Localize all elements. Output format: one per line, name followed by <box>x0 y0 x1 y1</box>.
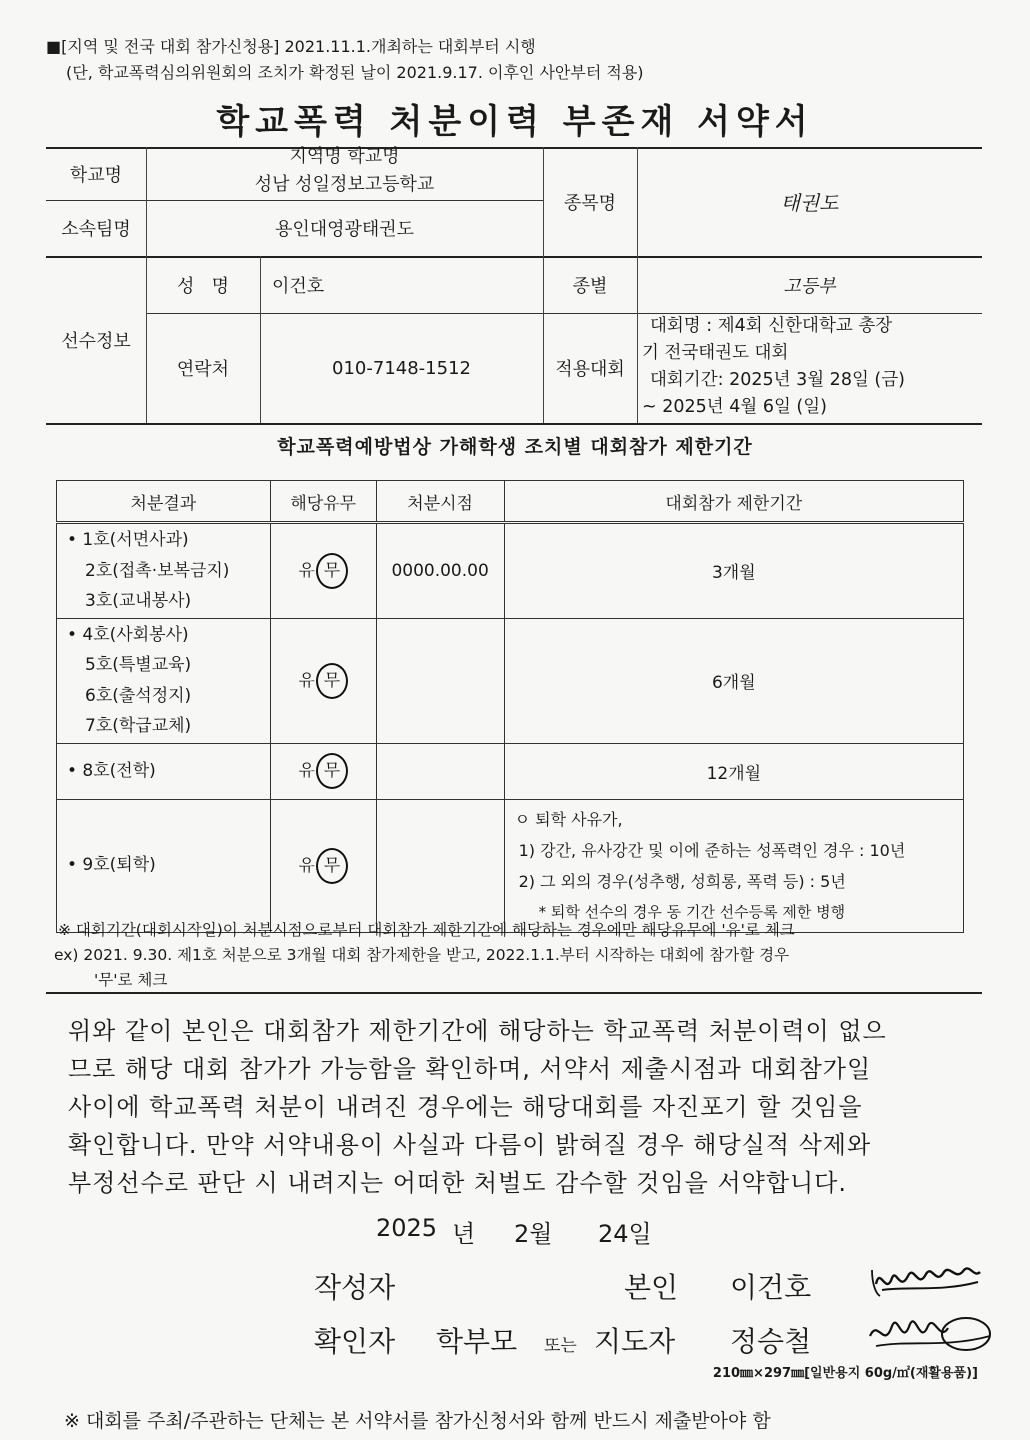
confirmer-label: 확인자 <box>314 1325 396 1358</box>
column-header: 해당유무 <box>270 481 376 523</box>
or-label: 또는 <box>544 1336 577 1356</box>
restriction-period: 12개월 <box>504 743 963 799</box>
pledge-line: 므로 해당 대회 참가가 가능함을 확인하며, 서약서 제출시점과 대회참가일 <box>68 1055 872 1083</box>
punishment-item: 5호(특별교육) <box>85 655 192 675</box>
no-option-checked[interactable]: 무 <box>316 848 348 884</box>
signature-scribble-1 <box>870 1256 990 1306</box>
parent-label: 학부모 <box>436 1325 518 1358</box>
date-year-unit: 년 <box>452 1220 476 1248</box>
contact-label: 연락처 <box>176 359 230 380</box>
note-line: ※ 대회기간(대회시작일)이 처분시점으로부터 대회참가 제한기간에 해당하는 경우에만 해당유무에 '유'로 체크 <box>58 921 795 939</box>
competition-period-line-1: 대회기간: 2025년 3월 28일 (금) <box>650 370 905 390</box>
pledge-line: 사이에 학교폭력 처분이 내려진 경우에는 해당대회를 자진포기 할 것임을 <box>68 1093 863 1121</box>
restriction-table <box>56 480 964 933</box>
coach-name: 정승철 <box>730 1325 812 1358</box>
header-line-2: (단, 학교폭력심의위원회의 조치가 확정된 날이 2021.9.17. 이후인 사안부터 적용) <box>66 63 644 82</box>
punishment-item: • 1호(서면사과) <box>67 530 189 550</box>
punishment-cell <box>57 523 271 619</box>
applicable-cell <box>270 799 376 932</box>
event-value: 태권도 <box>780 191 839 215</box>
coach-signature <box>866 1306 996 1366</box>
date-day: 24일 <box>598 1220 652 1248</box>
punishment-date <box>376 743 504 799</box>
pledge-line: 부정선수로 판단 시 내려지는 어떠한 처벌도 감수할 것임을 서약합니다. <box>68 1169 847 1197</box>
header-line-1: ■[지역 및 전국 대회 참가신청용] 2021.11.1.개최하는 대회부터 시행 <box>46 37 536 56</box>
explanation-line: 2) 그 외의 경우(성추행, 성희롱, 폭력 등) : 5년 <box>518 871 846 891</box>
school-value <box>146 143 543 199</box>
explanation-line: ㅇ 퇴학 사유가, <box>514 809 623 829</box>
date-month: 2월 <box>514 1220 553 1248</box>
category-value: 고등부 <box>783 275 836 297</box>
school-label: 학교명 <box>69 164 123 186</box>
signature-scribble-2 <box>866 1306 996 1362</box>
punishment-date: 0000.00.00 <box>376 523 504 619</box>
applied-competition-value <box>642 313 982 421</box>
school-region-hint: 지역명 학교명 <box>289 146 400 167</box>
competition-period-line-2: ~ 2025년 4월 6일 (일) <box>642 397 827 417</box>
document-title: 학교폭력 처분이력 부존재 서약서 <box>216 102 814 142</box>
punishment-item: 2호(접촉·보복금지) <box>85 560 230 581</box>
name-label: 성 명 <box>177 275 229 297</box>
event-label: 종목명 <box>563 192 617 214</box>
punishment-item: 7호(학급교체) <box>85 716 192 736</box>
punishment-item: • 4호(사회봉사) <box>67 624 189 645</box>
yes-option[interactable]: 유 <box>298 761 315 781</box>
applied-competition-label: 적용대회 <box>555 359 625 380</box>
category-label: 종별 <box>572 275 608 297</box>
punishment-item: 3호(교내봉사) <box>85 591 192 611</box>
team-label: 소속팀명 <box>61 219 131 240</box>
punishment-cell <box>57 618 271 743</box>
explanation-line: * 퇴학 선수의 경우 동 기간 선수등록 제한 병행 <box>538 902 846 921</box>
punishment-date <box>376 618 504 743</box>
yes-option[interactable]: 유 <box>298 560 315 581</box>
table-row <box>57 523 964 619</box>
punishment-item: • 8호(전학) <box>67 760 156 781</box>
note-line: '무'로 체크 <box>94 971 168 989</box>
yes-option[interactable]: 유 <box>298 670 315 691</box>
punishment-item: • 9호(퇴학) <box>67 855 156 876</box>
applicable-cell <box>270 618 376 743</box>
competition-name-line-2: 기 전국태권도 대회 <box>642 343 789 363</box>
explanation-line: 1) 강간, 유사강간 및 이에 준하는 성폭력인 경우 : 10년 <box>518 840 906 860</box>
competition-name-line-1: 대회명 : 제4회 신한대학교 총장 <box>650 316 893 336</box>
column-header: 처분시점 <box>376 481 504 523</box>
paper-spec: 210㎜×297㎜[일반용지 60g/㎡(재활용품)] <box>712 1366 978 1381</box>
applicable-cell <box>270 743 376 799</box>
restriction-period: 3개월 <box>504 523 963 619</box>
self-label: 본인 <box>624 1271 679 1304</box>
footer-note: ※ 대회를 주최/주관하는 단체는 본 서약서를 참가신청서와 함께 반드시 제출받아야 함 <box>64 1410 771 1432</box>
applicable-cell <box>270 523 376 619</box>
pledge-line: 확인합니다. 만약 서약내용이 사실과 다름이 밝혀질 경우 해당실적 삭제와 <box>68 1131 872 1159</box>
no-option-checked[interactable]: 무 <box>316 753 348 789</box>
punishment-item: 6호(출석정지) <box>85 685 192 706</box>
divider <box>46 423 982 425</box>
table-row <box>57 743 964 799</box>
team-value: 용인대영광태권도 <box>274 219 415 240</box>
date-year: 2025 <box>376 1214 438 1242</box>
column-header: 처분결과 <box>57 481 271 523</box>
self-signature <box>870 1256 990 1310</box>
no-option-checked[interactable]: 무 <box>316 663 348 699</box>
yes-option[interactable]: 유 <box>298 855 315 876</box>
school-name: 성남 성일정보고등학교 <box>254 174 435 195</box>
table-header-row <box>57 481 964 523</box>
writer-label: 작성자 <box>314 1271 396 1304</box>
no-option-checked[interactable]: 무 <box>316 553 348 589</box>
punishment-cell <box>57 743 271 799</box>
self-name: 이건호 <box>730 1271 812 1304</box>
table-row <box>57 618 964 743</box>
restriction-period: 6개월 <box>504 618 963 743</box>
note-line: ex) 2021. 9.30. 제1호 처분으로 3개월 대회 참가제한을 받고, 2022.1.1.부터 시작하는 대회에 참가할 경우 <box>54 946 790 964</box>
name-value: 이건호 <box>272 275 325 297</box>
table-row <box>57 799 964 932</box>
contact-value: 010-7148-1512 <box>332 357 471 379</box>
pledge-paragraph <box>68 1012 968 1202</box>
punishment-cell <box>57 799 271 932</box>
player-label: 선수정보 <box>61 330 131 352</box>
column-header: 대회참가 제한기간 <box>504 481 963 523</box>
divider <box>46 992 982 994</box>
pledge-line: 위와 같이 본인은 대회참가 제한기간에 해당하는 학교폭력 처분이력이 없으 <box>68 1017 887 1045</box>
restriction-notes <box>54 918 795 993</box>
restriction-title: 학교폭력예방법상 가해학생 조치별 대회참가 제한기간 <box>277 436 753 458</box>
expulsion-explanation <box>504 799 963 932</box>
coach-label: 지도자 <box>594 1325 676 1358</box>
punishment-date <box>376 799 504 932</box>
